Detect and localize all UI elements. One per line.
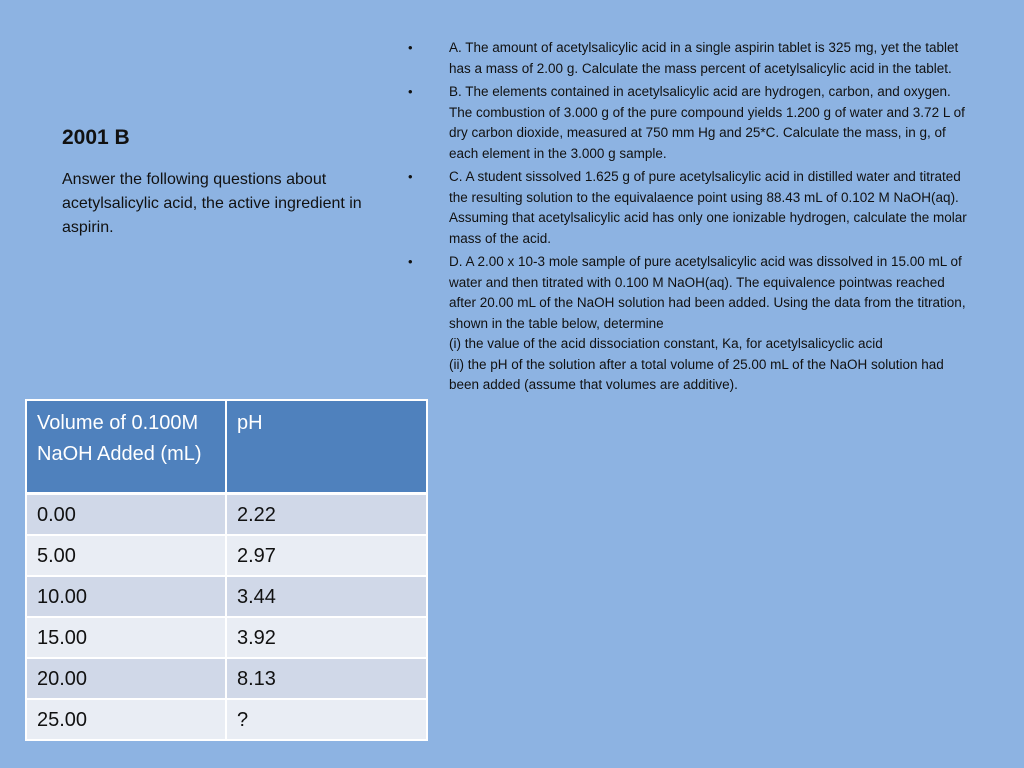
bullet-icon: • bbox=[408, 40, 413, 55]
cell-ph: 2.22 bbox=[226, 493, 427, 535]
cell-volume: 15.00 bbox=[26, 617, 226, 658]
question-text-a: A. The amount of acetylsalicylic acid in a single aspirin tablet is 325 mg, yet the tablet has a mass of 2.00 g. Calculate the mass percent of acetylsalicylic acid in the tablet. bbox=[449, 40, 959, 76]
titration-table bbox=[25, 399, 428, 741]
intro-text: Answer the following questions about acetylsalicylic acid, the active ingredient in aspirin. bbox=[62, 171, 362, 236]
question-text-c: C. A student sissolved 1.625 g of pure acetylsalicylic acid in distilled water and titrated the resulting solution to the equivalaence point using 88.43 mL of 0.102 M NaOH(aq). Assuming that acetylsalicylic acid has only one ionizable hydrogen, calculate the molar mass of the acid. bbox=[449, 169, 967, 246]
cell-ph: 2.97 bbox=[226, 535, 427, 576]
cell-volume: 5.00 bbox=[26, 535, 226, 576]
table-row bbox=[26, 535, 427, 576]
bullet-icon: • bbox=[408, 84, 413, 99]
table-header-row bbox=[26, 400, 427, 493]
question-item-b bbox=[408, 82, 968, 164]
table-row bbox=[26, 699, 427, 740]
header-ph: pH bbox=[226, 400, 427, 493]
question-text-b: B. The elements contained in acetylsalicylic acid are hydrogen, carbon, and oxygen. The combustion of 3.000 g of the pure compound yields 1.200 g of water and 3.72 L of dry carbon dioxide, measured at 750 mm Hg and 25*C. Calculate the mass, in g, of each element in the 3.000 g sample. bbox=[449, 84, 965, 161]
bullet-icon: • bbox=[408, 169, 413, 184]
table-row bbox=[26, 658, 427, 699]
table-row bbox=[26, 576, 427, 617]
slide-title: 2001 B bbox=[62, 126, 130, 149]
cell-ph: 3.44 bbox=[226, 576, 427, 617]
cell-ph: 3.92 bbox=[226, 617, 427, 658]
cell-ph: ? bbox=[226, 699, 427, 740]
table-row bbox=[26, 617, 427, 658]
bullet-icon: • bbox=[408, 254, 413, 269]
cell-volume: 20.00 bbox=[26, 658, 226, 699]
table-row bbox=[26, 493, 427, 535]
cell-ph: 8.13 bbox=[226, 658, 427, 699]
question-item-c bbox=[408, 167, 968, 249]
question-text-d: D. A 2.00 x 10-3 mole sample of pure acetylsalicylic acid was dissolved in 15.00 mL of water and then titrated with 0.100 M NaOH(aq). The equivalence pointwas reached after 20.00 mL of the NaOH solution had been added. Using the data from the titration, shown in the table below, determine (i) the value of the acid dissociation constant, Ka, for acetylsalicyclic acid (ii) the pH of the solution after a total volume of 25.00 mL of the NaOH solution had been added (assume that volumes are additive). bbox=[449, 254, 966, 392]
cell-volume: 10.00 bbox=[26, 576, 226, 617]
question-list bbox=[408, 38, 968, 399]
cell-volume: 25.00 bbox=[26, 699, 226, 740]
header-volume: Volume of 0.100M NaOH Added (mL) bbox=[26, 400, 226, 493]
question-item-d bbox=[408, 252, 968, 396]
cell-volume: 0.00 bbox=[26, 493, 226, 535]
question-item-a bbox=[408, 38, 968, 79]
